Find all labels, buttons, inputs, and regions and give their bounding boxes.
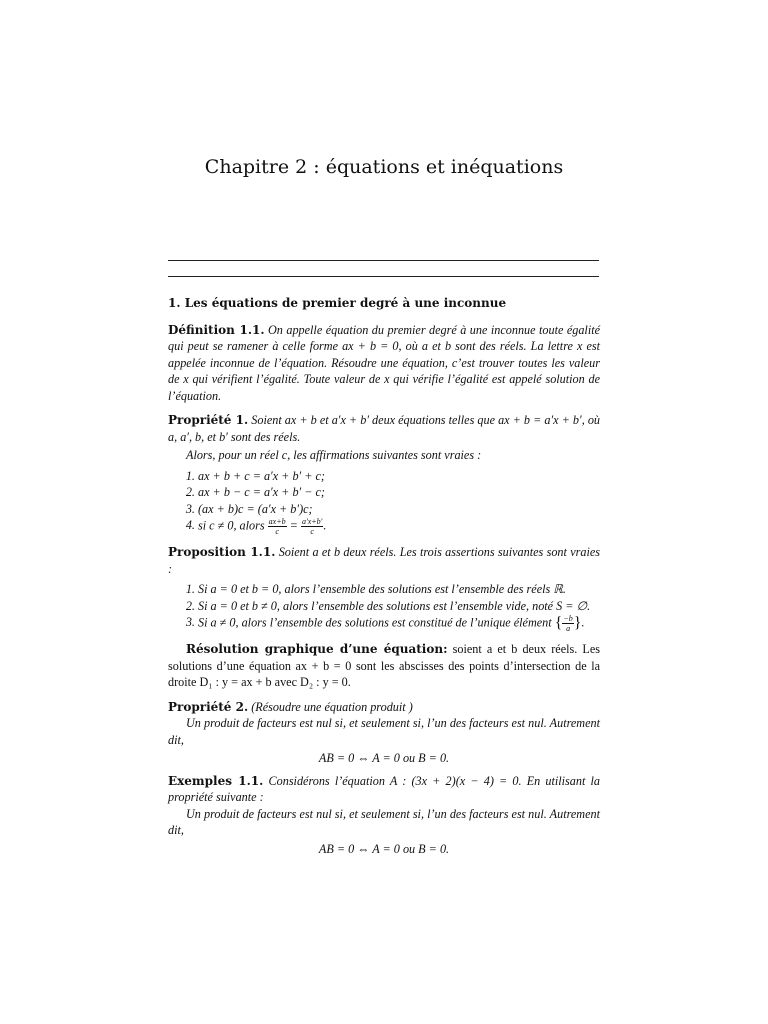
numerator: −b [563, 614, 573, 623]
proposition-label: Proposition 1.1. [168, 545, 276, 559]
graphical-label: Résolution graphique d’une équation: [186, 642, 448, 656]
brace-left: { [554, 614, 563, 632]
fraction [562, 614, 573, 633]
numerator: a′x+b′ [301, 517, 323, 526]
property-list [168, 468, 600, 537]
graphical-resolution [168, 641, 600, 691]
fraction [268, 517, 287, 536]
list-item: 2. Si a = 0 et b ≠ 0, alors l’ensemble des solutions est l’ensemble vide, noté S = ∅. [198, 598, 600, 615]
brace-right: } [573, 614, 582, 632]
item-prefix: si c ≠ 0, alors [198, 518, 265, 533]
list-item: 3. (ax + b)c = (a′x + b′)c; [198, 501, 600, 518]
property-text: Soient ax + b et a′x + b′ deux équations telles que ax + b = a′x + b′, où a, a′, b, et b′ sont des réels. [168, 413, 601, 444]
list-item [198, 614, 600, 633]
list-item: 1. ax + b + c = a′x + b′ + c; [198, 468, 600, 485]
item-end: . [581, 615, 585, 630]
main-content [168, 295, 600, 863]
examples-1-1 [168, 773, 600, 806]
item-end: . [323, 518, 327, 533]
examples-text-2: Un produit de facteurs est nul si, et seulement si, l’un des facteurs est nul. Autrement dit, [168, 806, 600, 837]
top-rule [168, 260, 599, 261]
formula: AB = 0 ⇔ A = 0 ou B = 0. [318, 751, 450, 765]
proposition-text: Soient a et b deux réels. Les trois assertions suivantes sont vraies : [168, 545, 600, 576]
item-text: Si a ≠ 0, alors l’ensemble des solutions est constitué de l’unique élément [198, 615, 552, 630]
formula: AB = 0 ⇔ A = 0 ou B = 0. [318, 841, 450, 856]
bottom-rule [168, 276, 599, 277]
property-then: Alors, pour un réel c, les affirmations suivantes sont vraies : [186, 448, 482, 462]
denominator: c [275, 527, 279, 536]
list-item [198, 517, 600, 536]
property-1 [168, 412, 600, 445]
equals-sign: = [289, 518, 298, 533]
property-label: Propriété 1. [168, 413, 249, 427]
section-heading: 1. Les équations de premier degré à une inconnue [168, 296, 507, 310]
property-note: (Résoudre une équation produit ) [251, 699, 413, 714]
definition-text: On appelle équation du premier degré à une inconnue toute égalité qui peut se ramener à celle forme ax + b = 0, où a et b sont des réels. La lettre x est appelée inconnue de l’équation. Résoudre une équation, c’est trouver toutes les valeur de x qui vérifient l’égalité. Toute valeur de x qui vérifie l’égalité est appelé solution de l’équation. [168, 322, 600, 403]
chapter-title: Chapitre 2 : équations et inéquations [204, 156, 564, 178]
proposition-list [168, 581, 600, 633]
property-2 [168, 699, 600, 716]
proposition-1-1 [168, 544, 600, 577]
numerator: ax+b [268, 517, 286, 526]
property-label: Propriété 2. [168, 699, 249, 714]
property-2-text: Un produit de facteurs est nul si, et seulement si, l’un des facteurs est nul. Autrement dit, [168, 716, 600, 747]
list-item: 2. ax + b − c = a′x + b′ − c; [198, 484, 600, 501]
examples-label: Exemples 1.1. [168, 773, 264, 788]
graphical-text: soient a et b deux réels. Les solutions d’une équation ax + b = 0 sont les abscisses des points d’intersection de la droite D₁ : y = ax + b avec D₂ : y = 0. [168, 642, 600, 689]
definition-1-1 [168, 322, 600, 405]
denominator: a [566, 624, 571, 633]
fraction [301, 517, 323, 536]
definition-label: Définition 1.1. [168, 322, 265, 337]
list-item: 1. Si a = 0 et b = 0, alors l’ensemble des solutions est l’ensemble des réels ℝ. [198, 581, 600, 598]
examples-text: Considérons l’équation A : (3x + 2)(x − 4) = 0. En utilisant la propriété suivante : [168, 773, 601, 804]
denominator: c [310, 527, 314, 536]
